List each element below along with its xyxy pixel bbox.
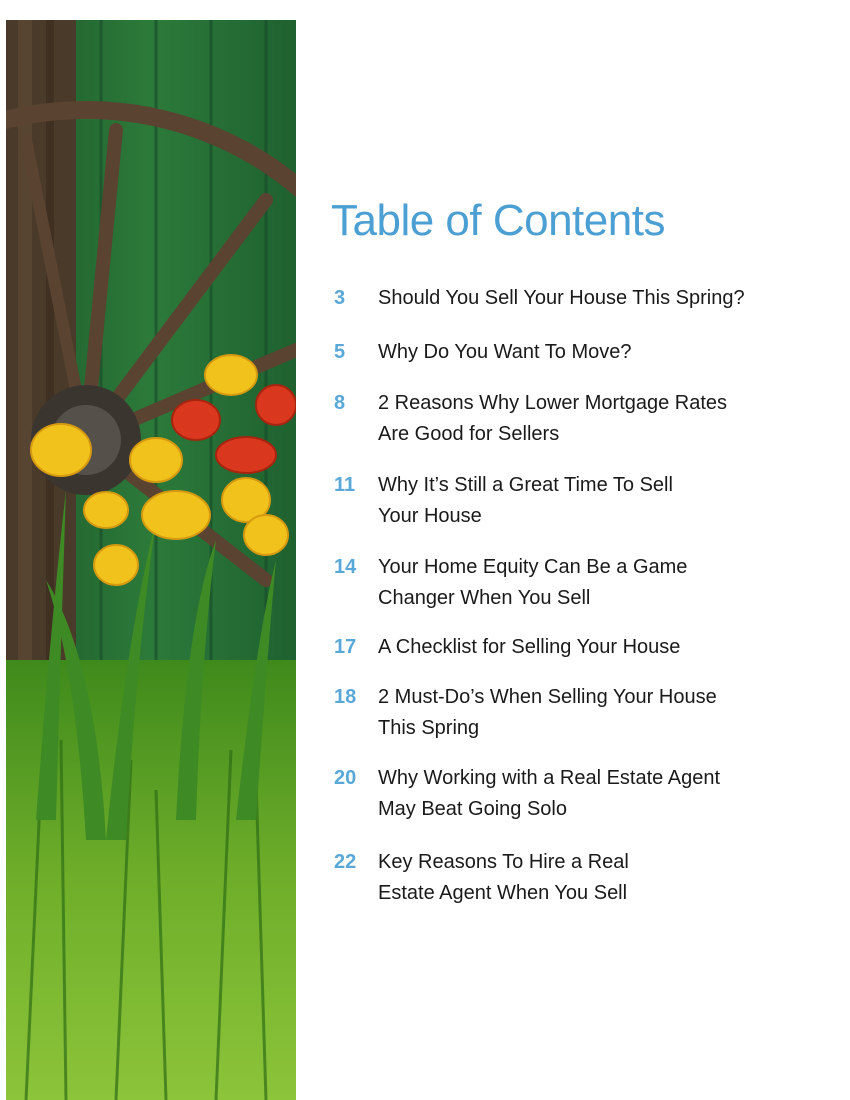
toc-entry-title — [378, 470, 808, 532]
toc-entry-title — [378, 552, 808, 614]
toc-entry-title-line: Your House — [378, 505, 482, 527]
toc-page-number: 8 — [334, 392, 346, 414]
toc-entry-title-line: Changer When You Sell — [378, 587, 591, 609]
toc-entry-title-line: Why It’s Still a Great Time To Sell — [378, 474, 673, 496]
toc-entry-title-line: Are Good for Sellers — [378, 423, 560, 445]
toc-entry-title — [378, 283, 808, 314]
toc-entry-title-line: This Spring — [378, 717, 480, 739]
toc-entry-title-line: 2 Reasons Why Lower Mortgage Rates — [378, 392, 728, 414]
toc-entry-title — [378, 388, 808, 450]
toc-page-number: 14 — [334, 556, 357, 578]
wagon-wheel-tulips-photo — [6, 20, 296, 1100]
toc-entry-title-line: Why Working with a Real Estate Agent — [378, 767, 721, 789]
toc-entry-title — [378, 682, 808, 744]
toc-entry-title-line: 2 Must-Do’s When Selling Your House — [378, 686, 717, 708]
toc-entry-title — [378, 337, 808, 368]
toc-entry-title — [378, 847, 808, 909]
toc-entry-title-line: A Checklist for Selling Your House — [378, 636, 681, 658]
toc-entry-title — [378, 763, 808, 825]
toc-entry-title-line: Estate Agent When You Sell — [378, 882, 628, 904]
toc-page-number: 17 — [334, 636, 357, 658]
page-title: Table of Contents — [331, 196, 665, 245]
toc-page-number: 20 — [334, 767, 357, 789]
toc-entry-title-line: Your Home Equity Can Be a Game — [378, 556, 688, 578]
toc-page-number: 3 — [334, 287, 346, 309]
toc-entry-title-line: Key Reasons To Hire a Real — [378, 851, 629, 873]
toc-entry-title-line: Should You Sell Your House This Spring? — [378, 287, 745, 309]
toc-page-number: 11 — [334, 474, 356, 496]
toc-page-number: 18 — [334, 686, 357, 708]
toc-page-number: 5 — [334, 341, 346, 363]
toc-entry-title — [378, 632, 808, 663]
toc-entry-title-line: May Beat Going Solo — [378, 798, 567, 820]
toc-entry-title-line: Why Do You Want To Move? — [378, 341, 632, 363]
toc-page-number: 22 — [334, 851, 357, 873]
